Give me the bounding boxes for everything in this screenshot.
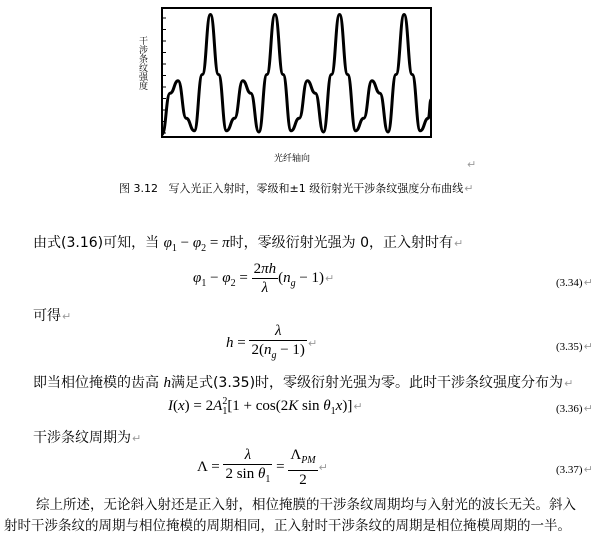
paragraph-6: 射时干涉条纹的周期与相位掩模的周期相同，正入射时干涉条纹的周期是相位掩模周期的一半。 xyxy=(4,518,571,534)
caption-number: 图 3.12 xyxy=(119,182,158,195)
equation-3-36: $I(x) = 2A_1^2[1 + \cos(2K$ $\sin \theta_1x)]↵$ xyxy=(168,396,363,417)
equation-number: (3.37)↵ xyxy=(556,463,593,476)
paragraph-1: 由式(3.16)可知，当 $\varphi_1 - \varphi_2 = \pi$时，零级衍射光强为 0，正入射时有↵ xyxy=(33,235,464,254)
paragraph-5: 综上所述，无论斜入射还是正入射，相位掩膜的干涉条纹周期均与入射光的波长无关。斜入 xyxy=(36,497,576,513)
equation-3-35: h = $\frac{\lambda}{2(n_g - 1)}$ ↵ xyxy=(226,323,318,361)
figure-caption: 图 3.12 写入光正入射时，零级和±1 级衍射光干涉条纹强度分布曲线↵ xyxy=(119,182,474,195)
paragraph-2: 可得↵ xyxy=(33,308,72,324)
figure: 干涉条纹强度 光纤轴向 图 3.12 写入光正入射时，零级和±1 级衍射光干涉条纹强度分布曲线↵ ↵ xyxy=(0,0,610,200)
intensity-curve xyxy=(162,15,431,135)
chart-y-label: 干涉条纹强度 xyxy=(137,36,147,90)
equation-number: (3.34)↵ xyxy=(556,276,593,289)
equation-3-37: Λ = $\frac{\lambda}{2 \sin \theta_1}$ = $\frac{\Lambda_{PM}}{2}$ ↵ xyxy=(197,447,328,488)
equation-number: (3.35)↵ xyxy=(556,340,593,353)
equation-number: (3.36)↵ xyxy=(556,402,593,415)
fringe-chart xyxy=(0,0,610,170)
equation-3-34: $\varphi_1 - \varphi_2$ = $\frac{2\pi h}{\lambda}$ ($n_g$ − 1)↵ xyxy=(193,261,335,296)
phase-condition: $\varphi_1 - \varphi_2 = \pi$ xyxy=(163,235,230,254)
paragraph-3: 即当相位掩模的齿高 h满足式(3.35)时，零级衍射光强为零。此时干涉条纹强度分布为↵ xyxy=(33,375,574,391)
chart-x-label: 光纤轴向 xyxy=(274,154,311,164)
paragraph-4: 干涉条纹周期为↵ xyxy=(33,430,142,446)
caption-text: 写入光正入射时，零级和±1 级衍射光干涉条纹强度分布曲线 xyxy=(168,182,464,195)
